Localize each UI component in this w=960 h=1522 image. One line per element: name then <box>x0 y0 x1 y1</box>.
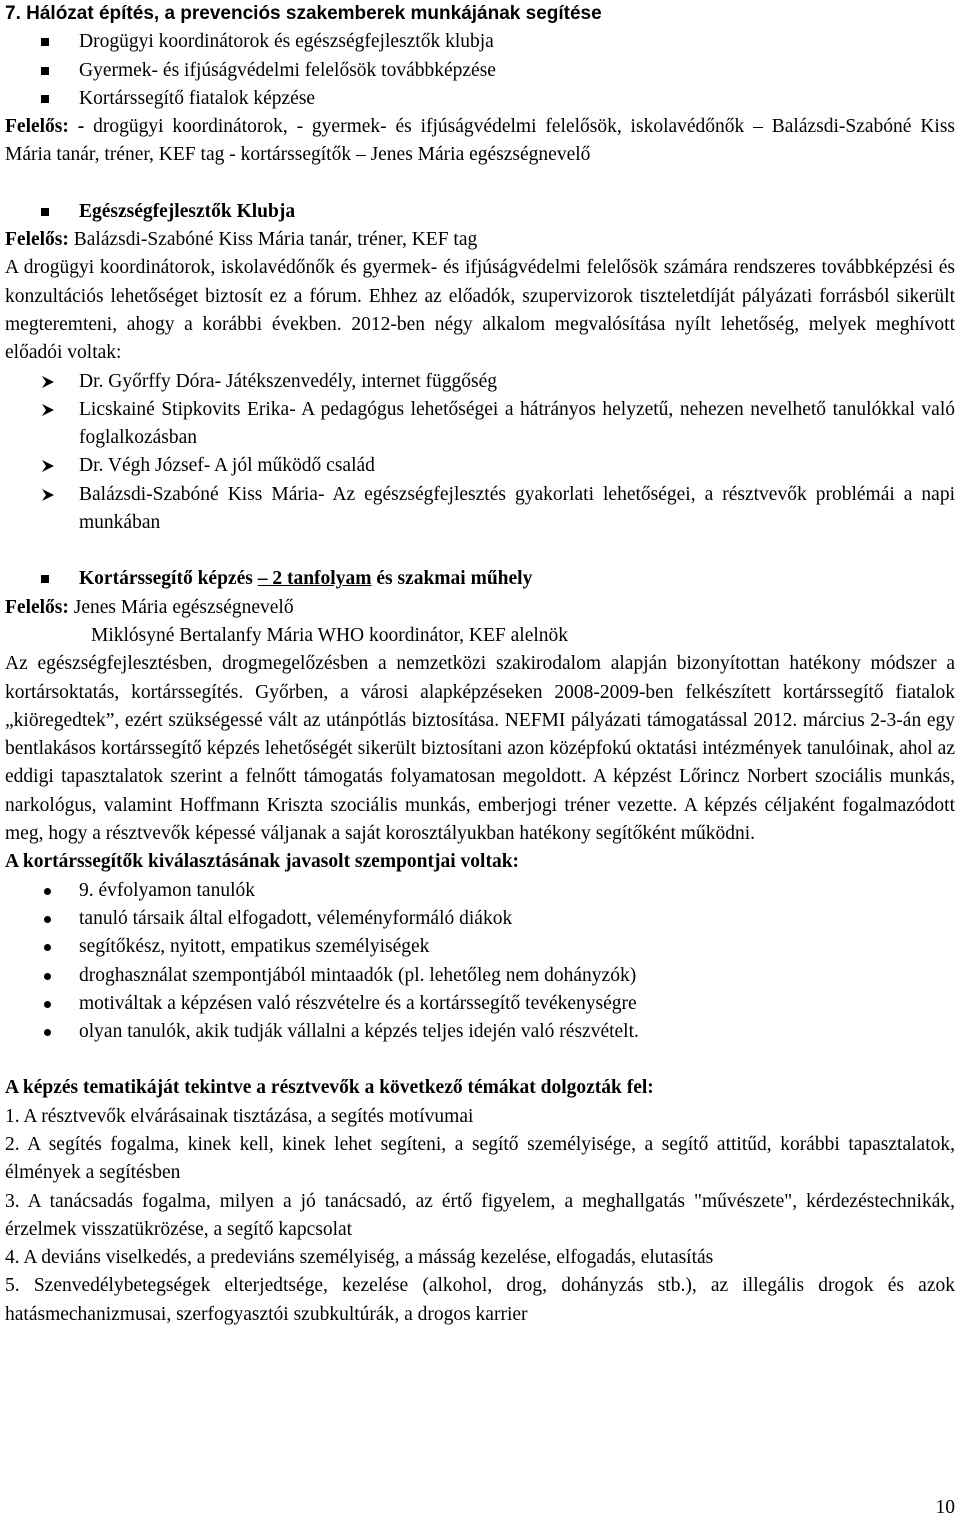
list-item <box>5 962 955 990</box>
peer-heading-prefix: Kortárssegítő képzés <box>79 568 258 590</box>
square-bullet-icon <box>41 67 49 75</box>
dot-bullet-icon <box>44 916 51 923</box>
list-item-text: 9. évfolyamon tanulók <box>79 879 256 901</box>
peer-heading-underlined: – 2 tanfolyam <box>257 568 372 590</box>
arrow-bullet-icon <box>41 403 55 417</box>
list-item-text: Kortárssegítő fiatalok képzése <box>79 87 316 109</box>
square-bullet-icon <box>41 575 49 583</box>
page-number: 10 <box>935 1497 955 1518</box>
dot-bullet-icon <box>44 1029 51 1036</box>
list-item <box>5 877 955 905</box>
dot-bullet-icon <box>44 973 51 980</box>
list-item-text: olyan tanulók, akik tudják vállalni a képzés teljes idején való részvételt. <box>79 1021 639 1043</box>
list-item <box>5 933 955 961</box>
topic-item: 4. A deviáns viselkedés, a predeviáns személyiség, a másság kezelése, elfogadás, elutasítás <box>5 1247 714 1269</box>
responsible-label: Felelős: <box>5 596 69 618</box>
list-item-text: segítőkész, nyitott, empatikus személyiségek <box>79 936 430 958</box>
list-item <box>5 85 955 113</box>
responsible-label: Felelős: - <box>5 116 85 138</box>
dot-bullet-icon <box>44 1001 51 1008</box>
list-item <box>5 905 955 933</box>
club-heading-text: Egészségfejlesztők Klubja <box>79 200 296 222</box>
speaker-text: Dr. Győrffy Dóra- Játékszenvedély, internet függőség <box>79 370 498 392</box>
arrow-bullet-icon <box>41 459 55 473</box>
list-item-text: Drogügyi koordinátorok és egészségfejlesztők klubja <box>79 31 494 53</box>
club-paragraph: A drogügyi koordinátorok, iskolavédőnők és gyermek- és ifjúságvédelmi felelősök számára rendszeres továbbképzési és konzultációs lehetőséget biztosít ez a fórum. Ehhez az előadók, szupervizorok tiszteletdíját pályázati forrásból sikerült megteremteni, ahogy a korábbi években. 2012-ben négy alkalom megvalósítása nyílt lehetőség, melyek meghívott előadói voltak: <box>5 257 955 364</box>
speaker-item <box>5 396 955 453</box>
list-item <box>5 990 955 1018</box>
speaker-text: Licskainé Stipkovits Erika- A pedagógus lehetőségei a hátrányos helyzetű, nehezen nevelhető tanulókkal való foglalkozásban <box>79 398 955 449</box>
list-item <box>5 1018 955 1046</box>
club-responsible <box>5 226 955 254</box>
square-bullet-icon <box>41 38 49 46</box>
peer-heading-suffix: és szakmai műhely <box>371 568 533 590</box>
topic-item: 2. A segítés fogalma, kinek kell, kinek lehet segíteni, a segítő személyisége, a segítő attitűd, korábbi tapasztalatok, élmények a segítésben <box>5 1133 955 1184</box>
responsible-label: Felelős: <box>5 229 69 251</box>
club-heading <box>5 198 955 226</box>
document-page <box>5 0 955 1329</box>
responsible-paragraph <box>5 113 955 170</box>
topic-item: 1. A résztvevők elvárásainak tisztázása, a segítés motívumai <box>5 1105 474 1127</box>
responsible-text: drogügyi koordinátorok, - gyermek- és ifjúságvédelmi felelősök, iskolavédőnők – Balázsdi-Szabóné Kiss Mária tanár, tréner, KEF tag - kortárssegítők – Jenes Mária egészségnevelő <box>5 116 955 166</box>
speaker-text: Balázsdi-Szabóné Kiss Mária- Az egészségfejlesztés gyakorlati lehetőségei, a résztvevők problémái a napi munkában <box>79 483 955 534</box>
peer-responsible-second: Miklósyné Bertalanfy Mária WHO koordinátor, KEF alelnök <box>91 624 569 646</box>
responsible-text: Jenes Mária egészségnevelő <box>68 596 294 618</box>
section-title: 7. Hálózat építés, a prevenciós szakemberek munkájának segítése <box>5 3 602 24</box>
speaker-item <box>5 368 955 396</box>
peer-responsible <box>5 594 955 622</box>
square-bullet-icon <box>41 95 49 103</box>
responsible-text: Balázsdi-Szabóné Kiss Mária tanár, tréner, KEF tag <box>68 229 478 251</box>
list-item-text: Gyermek- és ifjúságvédelmi felelősök továbbképzése <box>79 59 496 81</box>
topic-item: 3. A tanácsadás fogalma, milyen a jó tanácsadó, az értő figyelem, a meghallgatás "művészete", kérdezéstechnikák, érzelmek visszatükrözése, a segítő kapcsolat <box>5 1190 955 1240</box>
list-item <box>5 57 955 85</box>
speaker-text: Dr. Végh József- A jól működő család <box>79 455 375 477</box>
speaker-item <box>5 481 955 538</box>
arrow-bullet-icon <box>41 375 55 389</box>
square-bullet-icon <box>41 208 49 216</box>
peer-heading <box>5 565 955 593</box>
topics-heading: A képzés tematikáját tekintve a résztvevők a következő témákat dolgozták fel: <box>5 1077 654 1099</box>
list-item <box>5 28 955 56</box>
list-item-text: tanuló társaik által elfogadott, véleményformáló diákok <box>79 907 513 929</box>
list-item-text: droghasználat szempontjából mintaadók (pl. lehetőleg nem dohányzók) <box>79 964 637 986</box>
arrow-bullet-icon <box>41 488 55 502</box>
speaker-item <box>5 452 955 480</box>
peer-paragraph: Az egészségfejlesztésben, drogmegelőzésben a nemzetközi szakirodalom alapján bizonyítottan hatékony módszer a kortársoktatás, kortárssegítés. Győrben, a városi alapképzéseken 2008-2009-ben felkészített kortárssegítő fiatalok „kiöregedtek”, ezért szükségessé vált az utánpótlás biztosítása. NEFMI pályázati támogatással 2012. március 2-3-án egy bentlakásos kortárssegítő képzés lehetőségét sikerült biztosítani azon középfokú oktatási intézmények tanulóinak, ahol az eddigi tapasztalatok szerint a felnőtt támogatás folyamatosan megoldott. A képzést Lőrincz Norbert szociális munkás, narkológus, valamint Hoffmann Kriszta szociális munkás, emberjogi tréner vezette. A képzés céljaként fogalmazódott meg, hogy a résztvevők képessé váljanak a saját korosztályukban hatékony segítőként működni. <box>5 653 955 845</box>
dot-bullet-icon <box>44 888 51 895</box>
criteria-heading: A kortárssegítők kiválasztásának javasolt szempontjai voltak: <box>5 851 520 873</box>
list-item-text: motiváltak a képzésen való részvételre és a kortárssegítő tevékenységre <box>79 992 637 1014</box>
topic-item: 5. Szenvedélybetegségek elterjedtsége, kezelése (alkohol, drog, dohányzás stb.), az illegális drogok és azok hatásmechanizmusai, szerfogyasztói szubkultúrák, a drogos karrier <box>5 1275 955 1325</box>
dot-bullet-icon <box>44 944 51 951</box>
